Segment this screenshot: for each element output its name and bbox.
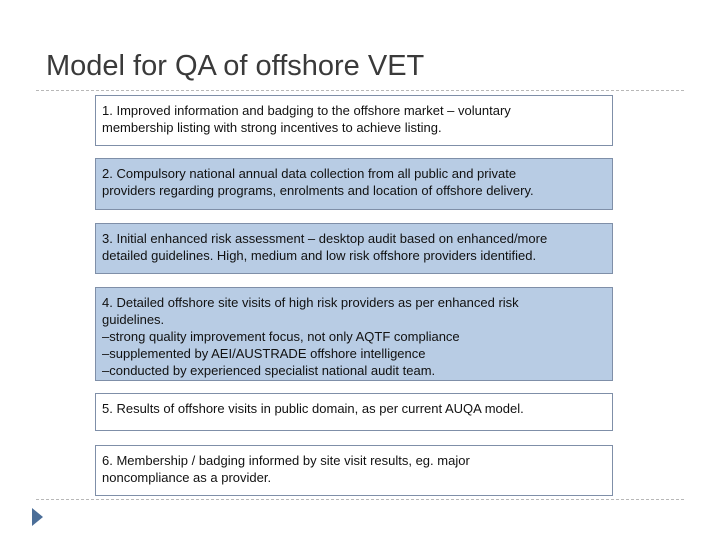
- step-4-line-4: –supplemented by AEI/AUSTRADE offshore intelligence: [102, 346, 426, 361]
- step-1-line-1: 1. Improved information and badging to the offshore market – voluntary: [102, 103, 511, 118]
- step-1-line-2: membership listing with strong incentives to achieve listing.: [102, 120, 442, 135]
- step-2-line-2: providers regarding programs, enrolments and location of offshore delivery.: [102, 183, 534, 198]
- step-4-line-2: guidelines.: [102, 312, 165, 327]
- step-box-2: [95, 158, 613, 210]
- step-4-line-3: –strong quality improvement focus, not only AQTF compliance: [102, 329, 460, 344]
- step-box-4: [95, 287, 613, 381]
- step-6-line-2: noncompliance as a provider.: [102, 470, 272, 485]
- step-box-5: [95, 393, 613, 431]
- title-divider: [36, 90, 684, 91]
- step-box-1: [95, 95, 613, 146]
- step-box-6: [95, 445, 613, 496]
- triangle-bullet-icon: [32, 508, 43, 526]
- step-6-line-1: 6. Membership / badging informed by site visit results, eg. major: [102, 453, 470, 468]
- slide-title: Model for QA of offshore VET: [46, 50, 425, 82]
- step-3-line-2: detailed guidelines. High, medium and low risk offshore providers identified.: [102, 248, 537, 263]
- step-2-line-1: 2. Compulsory national annual data collection from all public and private: [102, 166, 517, 181]
- step-4-line-5: –conducted by experienced specialist national audit team.: [102, 363, 436, 378]
- footer-divider: [36, 499, 684, 500]
- step-box-3: [95, 223, 613, 274]
- step-4-line-1: 4. Detailed offshore site visits of high risk providers as per enhanced risk: [102, 295, 519, 310]
- step-5-line-1: 5. Results of offshore visits in public domain, as per current AUQA model.: [102, 401, 524, 416]
- step-3-line-1: 3. Initial enhanced risk assessment – desktop audit based on enhanced/more: [102, 231, 548, 246]
